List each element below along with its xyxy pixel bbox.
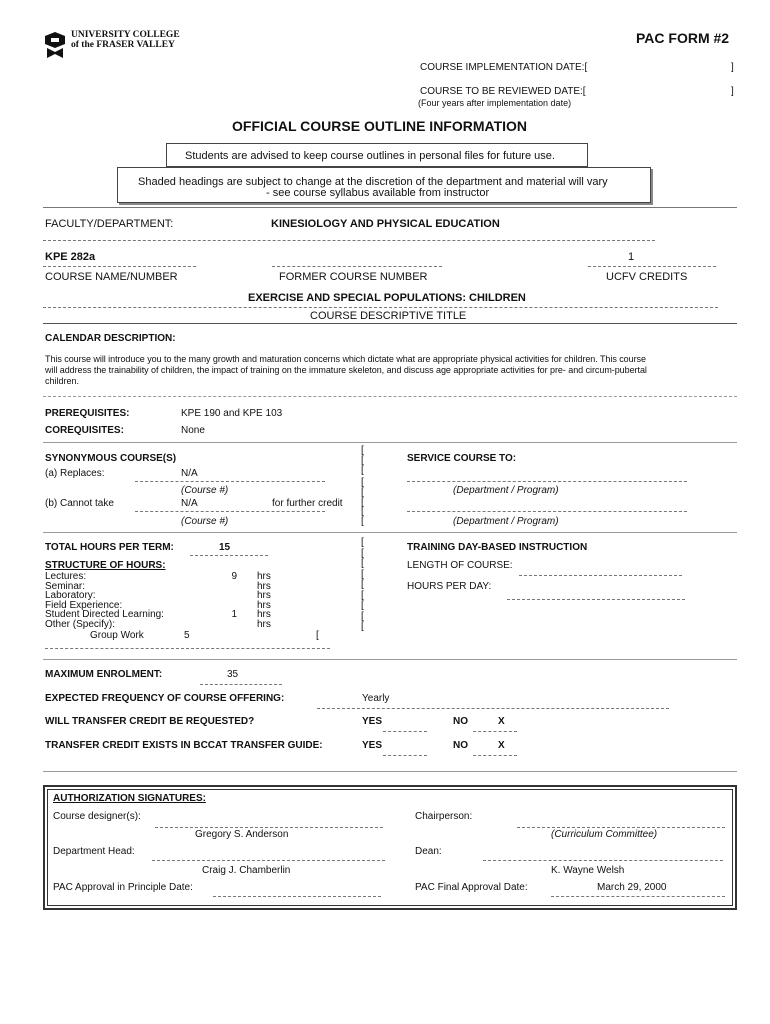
transfer-exists-yes-line: [383, 755, 427, 756]
former-number-label: FORMER COURSE NUMBER: [279, 271, 428, 283]
former-number-underline: [272, 266, 442, 267]
hours-row-label: Seminar:: [45, 580, 86, 592]
course-credits: 1: [628, 251, 635, 263]
bracket-col-1: [ [ [: [361, 445, 364, 476]
training-label: TRAINING DAY-BASED INSTRUCTION: [407, 542, 588, 553]
pac-principle-underline: [213, 896, 381, 897]
transfer-request-yes: YES: [362, 716, 383, 727]
calendar-divider: [43, 396, 737, 397]
hours-row-value: 1: [231, 609, 237, 621]
transfer-request-yes-line: [383, 731, 427, 732]
further-credit-label: for further credit: [272, 498, 343, 509]
transfer-exists-yes: YES: [362, 740, 383, 751]
length-label: LENGTH OF COURSE:: [407, 560, 513, 571]
transfer-exists-no-line: [473, 755, 517, 756]
transfer-request-label: WILL TRANSFER CREDIT BE REQUESTED?: [45, 716, 255, 727]
length-underline: [519, 575, 682, 576]
hours-row-label: Field Experience:: [45, 599, 123, 611]
chair-underline: [517, 827, 725, 828]
designer-underline: [155, 827, 383, 828]
frequency-label: EXPECTED FREQUENCY OF COURSE OFFERING:: [45, 693, 285, 704]
form-id: PAC FORM #2: [636, 30, 730, 46]
cannot-course-hash: (Course #): [181, 516, 229, 527]
service-divider: [43, 532, 737, 533]
transfer-request-mark: X: [498, 716, 505, 727]
chair-label: Chairperson:: [415, 811, 473, 822]
authorization-label: AUTHORIZATION SIGNATURES:: [53, 793, 206, 804]
head-name: Craig J. Chamberlin: [202, 865, 291, 876]
faculty-label: FACULTY/DEPARTMENT:: [45, 218, 174, 230]
review-date-label: COURSE TO BE REVIEWED DATE:[: [420, 86, 586, 97]
bracket-col-hours: [ [ [ [ [ [ [ [ [: [361, 537, 364, 632]
review-note: (Four years after implementation date): [418, 98, 572, 108]
dean-name: K. Wayne Welsh: [551, 865, 625, 876]
calendar-line1: This course will introduce you to the many growth and maturation concerns which dictate what are appropriate physical activities for children. This course: [45, 354, 646, 364]
designer-label: Course designer(s):: [53, 811, 141, 822]
credits-underline: [588, 266, 716, 267]
pac-final-underline: [551, 896, 725, 897]
bracket-col-2: [ [ [: [361, 477, 364, 508]
transfer-request-no-line: [473, 731, 517, 732]
hours-row-unit: hrs: [257, 580, 271, 592]
dean-underline: [483, 860, 723, 861]
hours-per-day-label: HOURS PER DAY:: [407, 581, 492, 592]
group-work-underline: [45, 648, 330, 649]
calendar-line3: children.: [45, 376, 80, 386]
review-date-close: ]: [731, 86, 734, 97]
logo-line1: UNIVERSITY COLLEGE: [71, 30, 180, 40]
head-underline: [152, 860, 385, 861]
logo-line2: of the FRASER VALLEY: [71, 40, 175, 50]
hours-row-label: Laboratory:: [45, 590, 96, 602]
hours-values: [229, 572, 237, 630]
course-title-underline: [43, 307, 718, 308]
prereq-label: PREREQUISITES:: [45, 408, 130, 419]
logo-wordmark: [71, 30, 180, 50]
calendar-line2: will address the trainability of children, the impact of training on the immature skeleton, and discuss age appropriate activities for pre- and circum-pubertal: [45, 365, 647, 375]
total-hours-value: 15: [219, 542, 231, 553]
notice-box-2: [117, 167, 651, 203]
bracket-col-3: [ [: [361, 506, 364, 527]
impl-date-close: ]: [731, 62, 734, 73]
transfer-exists-mark: X: [498, 740, 505, 751]
calendar-label: CALENDAR DESCRIPTION:: [45, 333, 176, 344]
chair-note: (Curriculum Committee): [551, 829, 658, 840]
course-number-label: COURSE NAME/NUMBER: [45, 271, 178, 283]
pac-principle-label: PAC Approval in Principle Date:: [53, 882, 193, 893]
enrolment-label: MAXIMUM ENROLMENT:: [45, 669, 163, 680]
notice-box-1: [166, 143, 588, 167]
ucfv-logo-icon: [43, 30, 69, 60]
notice-1-text: Students are advised to keep course outlines in personal files for future use.: [185, 150, 555, 162]
service-underline-1: [407, 481, 687, 482]
course-title: EXERCISE AND SPECIAL POPULATIONS: CHILDREN: [248, 292, 526, 304]
notice-2-line1: Shaded headings are subject to change at the discretion of the department and material will vary: [138, 176, 608, 188]
cannot-take-value: N/A: [181, 498, 198, 509]
impl-date-label: COURSE IMPLEMENTATION DATE:[: [420, 62, 588, 73]
pac-final-label: PAC Final Approval Date:: [415, 882, 528, 893]
notice-2-line2: - see course syllabus available from instructor: [266, 187, 490, 199]
transfer-exists-no: NO: [453, 740, 468, 751]
page-title: OFFICIAL COURSE OUTLINE INFORMATION: [232, 118, 528, 134]
group-work-value: 5: [184, 630, 190, 641]
head-label: Department Head:: [53, 846, 135, 857]
group-work-bracket: [: [316, 630, 319, 641]
hours-units: [257, 572, 271, 630]
enrolment-value: 35: [227, 669, 239, 680]
hours-row-label: Other (Specify):: [45, 618, 116, 630]
course-number-underline: [43, 266, 196, 267]
credits-label: UCFV CREDITS: [606, 271, 688, 283]
hours-row-unit: hrs: [257, 599, 271, 611]
frequency-value: Yearly: [362, 693, 390, 704]
hours-row-label: Lectures:: [45, 571, 87, 582]
transfer-exists-label: TRANSFER CREDIT EXISTS IN BCCAT TRANSFER GUIDE:: [45, 740, 323, 751]
header-divider: [43, 207, 737, 208]
service-dept-1: (Department / Program): [453, 485, 559, 496]
hours-divider: [43, 659, 737, 660]
faculty-value: KINESIOLOGY AND PHYSICAL EDUCATION: [271, 218, 500, 230]
hours-row-value: [229, 582, 237, 592]
total-hours-label: TOTAL HOURS PER TERM:: [45, 542, 174, 553]
pac-final-date: March 29, 2000: [597, 882, 667, 893]
hours-per-day-underline: [507, 599, 685, 600]
hours-row-unit: hrs: [257, 609, 271, 621]
cannot-take-underline: [135, 511, 325, 512]
cannot-take-label: (b) Cannot take: [45, 498, 114, 509]
course-title-label: COURSE DESCRIPTIVE TITLE: [310, 310, 467, 322]
faculty-underline: [43, 240, 655, 241]
hours-row-unit: hrs: [257, 618, 271, 630]
service-dept-2: (Department / Program): [453, 516, 559, 527]
title-divider: [43, 323, 737, 324]
transfer-request-no: NO: [453, 716, 468, 727]
replaces-underline: [135, 481, 325, 482]
hours-row-unit: hrs: [257, 590, 271, 602]
frequency-underline: [317, 708, 669, 709]
transfer-divider: [43, 771, 737, 772]
hours-row-label: Student Directed Learning:: [45, 609, 164, 621]
service-label: SERVICE COURSE TO:: [407, 453, 517, 464]
hours-row-value: [229, 591, 237, 601]
group-work-label: Group Work: [90, 630, 144, 641]
prereq-divider: [43, 442, 737, 443]
structure-label: STRUCTURE OF HOURS:: [45, 560, 166, 571]
hours-row-value: [229, 620, 237, 630]
coreq-value: None: [181, 425, 205, 436]
replaces-course-hash: (Course #): [181, 485, 229, 496]
dean-label: Dean:: [415, 846, 442, 857]
replaces-label: (a) Replaces:: [45, 468, 105, 479]
hours-row-unit: hrs: [257, 571, 271, 582]
hours-labels: [45, 572, 164, 630]
replaces-value: N/A: [181, 468, 198, 479]
prereq-value: KPE 190 and KPE 103: [181, 408, 283, 419]
synonymous-label: SYNONYMOUS COURSE(S): [45, 453, 177, 464]
course-number: KPE 282a: [45, 251, 96, 263]
enrolment-underline: [200, 684, 282, 685]
coreq-label: COREQUISITES:: [45, 425, 124, 436]
hours-row-value: 9: [231, 571, 237, 582]
total-hours-underline: [190, 555, 268, 556]
service-underline-2: [407, 511, 687, 512]
designer-name: Gregory S. Anderson: [195, 829, 289, 840]
